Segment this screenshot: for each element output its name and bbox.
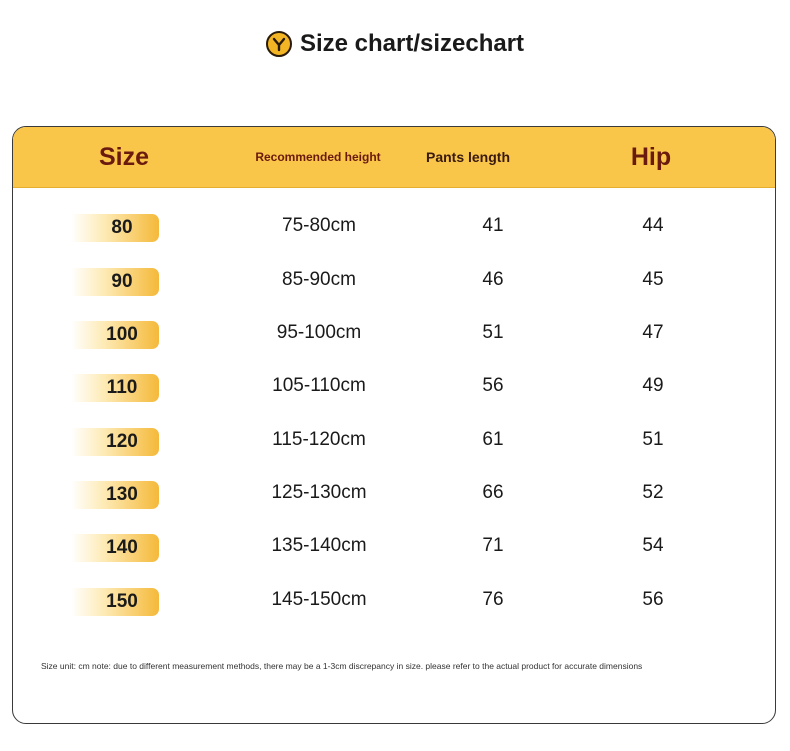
size-badge: 120 — [71, 428, 159, 456]
size-note: Size unit: cm note: due to different measurement methods, there may be a 1-3cm discrepancy in size. please refer to the actual product for accurate dimensions — [41, 661, 643, 671]
height-cell: 105-110cm — [272, 375, 366, 396]
height-cell: 85-90cm — [282, 269, 356, 290]
pants-length-cell: 71 — [482, 535, 504, 556]
table-row — [13, 525, 775, 565]
size-badge: 100 — [71, 321, 159, 349]
size-badge: 90 — [71, 268, 159, 296]
header-size: Size — [98, 142, 150, 171]
height-cell: 125-130cm — [271, 482, 367, 503]
header-hip: Hip — [630, 142, 672, 171]
hip-cell: 52 — [642, 482, 664, 503]
table-row — [13, 419, 775, 459]
header-recommended-height: Recommended height — [255, 150, 381, 164]
page-title: Size chart/sizechart — [299, 30, 525, 57]
table-row — [13, 472, 775, 512]
height-cell: 135-140cm — [271, 535, 367, 556]
hip-cell: 49 — [642, 375, 664, 396]
size-badge: 150 — [71, 588, 159, 616]
height-cell: 115-120cm — [272, 429, 366, 450]
pants-length-cell: 46 — [482, 269, 504, 290]
hip-cell: 54 — [642, 535, 664, 556]
header-pants-length: Pants length — [425, 149, 510, 165]
height-cell: 145-150cm — [271, 589, 367, 610]
size-badge: 80 — [71, 214, 159, 242]
pants-length-cell: 51 — [482, 322, 504, 343]
y-logo-icon — [266, 31, 292, 57]
table-header — [13, 127, 775, 188]
hip-cell: 45 — [642, 269, 664, 290]
size-badge: 130 — [71, 481, 159, 509]
hip-cell: 56 — [642, 589, 664, 610]
table-row — [13, 312, 775, 352]
size-badge: 140 — [71, 534, 159, 562]
size-badge: 110 — [71, 374, 159, 402]
hip-cell: 51 — [642, 429, 664, 450]
table-row — [13, 205, 775, 245]
pants-length-cell: 56 — [482, 375, 504, 396]
pants-length-cell: 76 — [482, 589, 504, 610]
size-chart-table — [12, 126, 776, 724]
title-row — [0, 28, 790, 60]
table-row — [13, 365, 775, 405]
height-cell: 95-100cm — [276, 322, 362, 343]
pants-length-cell: 66 — [482, 482, 504, 503]
height-cell: 75-80cm — [282, 215, 356, 236]
table-row — [13, 259, 775, 299]
table-row — [13, 579, 775, 619]
pants-length-cell: 41 — [482, 215, 504, 236]
pants-length-cell: 61 — [482, 429, 504, 450]
hip-cell: 47 — [642, 322, 664, 343]
hip-cell: 44 — [642, 215, 664, 236]
